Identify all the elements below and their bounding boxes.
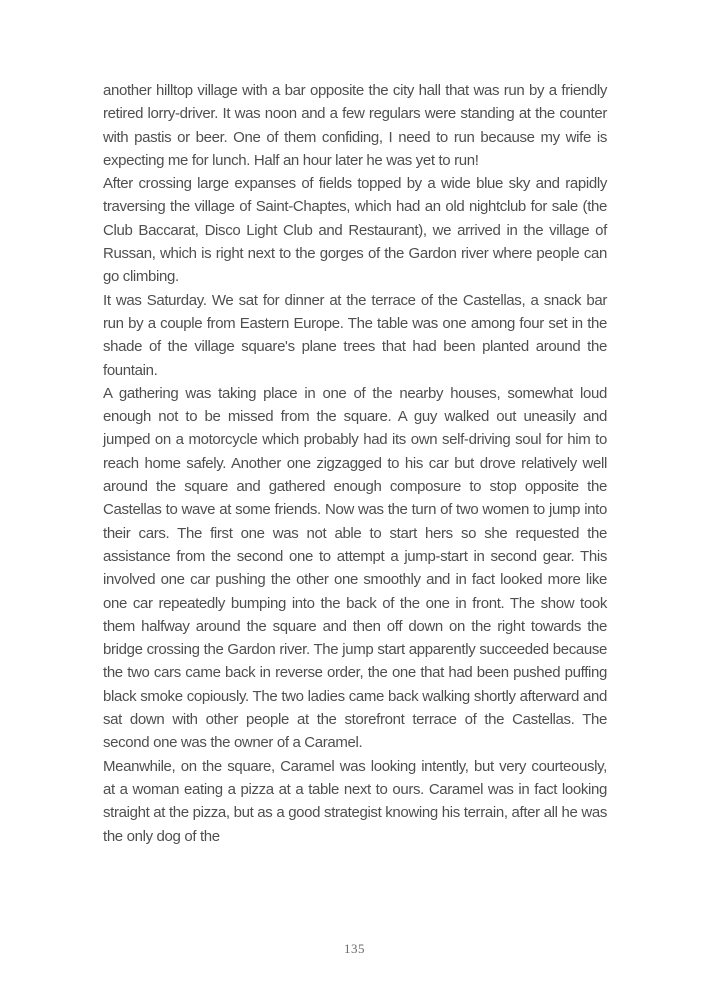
paragraph-4: A gathering was taking place in one of the nearby houses, somewhat loud enough not to be missed from the square. A guy walked out uneasily and jumped on a motorcycle which probably had its own self-driving soul for him to reach home safely. Another one zigzagged to his car but drove relatively well around the square and gathered enough composure to stop opposite the Castellas to wave at some friends. Now was the turn of two women to jump into their cars. The first one was not able to start hers so she requested the assistance from the second one to attempt a jump-start in second gear. This involved one car pushing the other one smoothly and in fact looked more like one car repeatedly bumping into the back of the one in front. The show took them halfway around the square and then off down on the right towards the bridge crossing the Gardon river. The jump start apparently succeeded because the two cars came back in reverse order, the one that had been pushed puffing black smoke copiously. The two ladies came back walking shortly afterward and sat down with other people at the storefront terrace of the Castellas. The second one was the owner of a Caramel. <box>103 384 607 752</box>
paragraph-2: After crossing large expanses of fields topped by a wide blue sky and rapidly traversing the village of Saint-Chaptes, which had an old nightclub for sale (the Club Baccarat, Disco Light Club and Restaurant), we arrived in the village of Russan, which is right next to the gorges of the Gardon river where people can go climbing. <box>103 175 607 286</box>
paragraph-1: another hilltop village with a bar opposite the city hall that was run by a friendly retired lorry-driver. It was noon and a few regulars were standing at the counter with pastis or beer. One of them confiding, I need to run because my wife is expecting me for lunch. Half an hour later he was yet to run! <box>103 82 607 169</box>
paragraph-5: Meanwhile, on the square, Caramel was looking intently, but very courteously, at a woman eating a pizza at a table next to ours. Caramel was in fact looking straight at the pizza, but as a good strategist knowing his terrain, after all he was the only dog of the <box>103 757 607 845</box>
page-footer <box>0 940 709 958</box>
page-body-text <box>103 79 607 848</box>
paragraph-3: It was Saturday. We sat for dinner at the terrace of the Castellas, a snack bar run by a couple from Eastern Europe. The table was one among four set in the shade of the village square's plane trees that had been planted around the fountain. <box>103 291 607 379</box>
page-number: 135 <box>344 941 365 956</box>
